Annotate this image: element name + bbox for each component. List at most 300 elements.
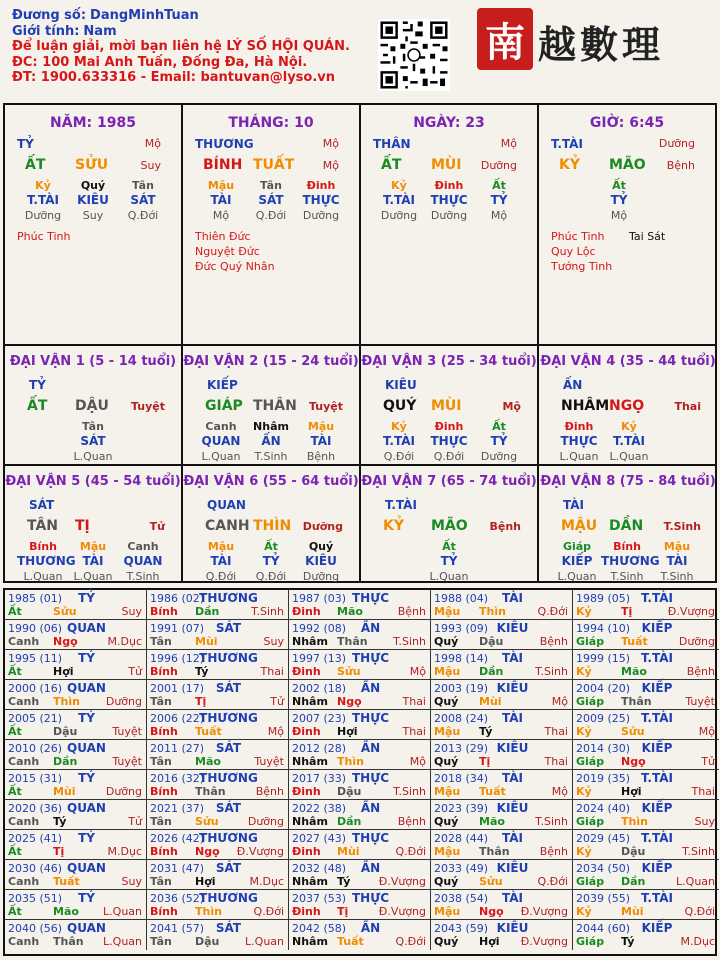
year-stage: Suy: [121, 875, 142, 888]
year-can: Kỷ: [576, 905, 592, 918]
hidden-god: TÀI: [210, 554, 232, 568]
hidden-stem: Tân: [260, 179, 282, 192]
hidden-god: QUAN: [123, 554, 163, 568]
dai-van-can: GIÁP: [205, 398, 243, 414]
year-stage: Tuyệt: [112, 725, 142, 738]
pillar-god: THÂN: [373, 137, 411, 151]
year-chi: Sửu: [53, 605, 77, 618]
year-stage: T.Sinh: [535, 815, 568, 828]
year-can: Tân: [150, 635, 172, 648]
year-god: THỰC: [351, 711, 390, 725]
year-cell[interactable]: [573, 860, 719, 890]
year-god: T.TÀI: [641, 771, 673, 785]
year-cell[interactable]: [5, 740, 147, 770]
year-chi: Dậu: [53, 725, 78, 738]
year-chi: Hợi: [479, 935, 500, 948]
pillar-can: BÍNH: [203, 157, 243, 173]
year-can: Kỷ: [576, 725, 592, 738]
hidden-god: TỶ: [610, 193, 628, 207]
hidden-god: TỶ: [490, 434, 508, 448]
year-god: KIÊU: [496, 921, 529, 935]
year-cell[interactable]: [289, 890, 431, 920]
year-stage: L.Quan: [103, 935, 142, 948]
hidden-stage: Mộ: [212, 209, 230, 222]
year-label: 2001 (17): [150, 682, 205, 695]
year-god: QUAN: [67, 741, 106, 755]
year-cell[interactable]: [431, 680, 573, 710]
year-god: QUAN: [67, 801, 106, 815]
year-stage: Mộ: [698, 725, 715, 738]
year-can: Nhâm: [292, 875, 328, 888]
year-stage: T.Sinh: [393, 635, 426, 648]
hidden-stage: L.Quan: [201, 450, 241, 463]
year-god: ẤN: [360, 681, 381, 695]
year-cell[interactable]: [573, 890, 719, 920]
year-can: Nhâm: [292, 755, 328, 768]
hidden-god: SÁT: [130, 193, 156, 207]
pillars-panel: [3, 103, 717, 583]
year-cell[interactable]: [431, 620, 573, 650]
gender-value: Nam: [83, 23, 117, 39]
phone-email-line: ĐT: 1900.633316 - Email: bantuvan@lyso.vn: [12, 70, 336, 85]
year-cell[interactable]: [431, 830, 573, 860]
year-can: Kỷ: [576, 665, 592, 678]
year-cell[interactable]: [5, 920, 147, 950]
year-god: TỶ: [78, 591, 95, 605]
year-cell[interactable]: [431, 590, 573, 620]
year-stage: Q.Đới: [395, 935, 426, 948]
hidden-stem: Ất: [492, 420, 506, 433]
hidden-god: TÀI: [82, 554, 104, 568]
year-cell[interactable]: [431, 710, 573, 740]
year-cell[interactable]: [431, 860, 573, 890]
year-cell[interactable]: [289, 920, 431, 950]
year-chi: Thìn: [337, 755, 364, 768]
hidden-stem: Đinh: [434, 420, 464, 433]
hidden-god: THỰC: [302, 193, 340, 207]
year-label: 1998 (14): [434, 652, 489, 665]
dai-van-title: ĐẠI VẬN 7 (65 - 74 tuổi): [361, 474, 537, 489]
year-label: 2021 (37): [150, 802, 205, 815]
year-can: Giáp: [576, 815, 605, 828]
year-god: ẤN: [360, 621, 381, 635]
year-cell[interactable]: [289, 740, 431, 770]
year-can: Ất: [8, 845, 22, 858]
year-chi: Thân: [621, 695, 652, 708]
year-cell[interactable]: [573, 680, 719, 710]
year-stage: Suy: [263, 635, 284, 648]
year-chi: Tị: [479, 755, 491, 768]
hidden-stage: Mộ: [490, 209, 508, 222]
year-chi: Tuất: [621, 635, 648, 648]
year-stage: L.Quan: [676, 875, 715, 888]
year-label: 1997 (13): [292, 652, 347, 665]
hidden-stage: Dưỡng: [302, 570, 340, 583]
year-chi: Tị: [195, 695, 207, 708]
year-god: TỶ: [78, 651, 95, 665]
year-label: 2036 (52): [150, 892, 205, 905]
dai-van-stage: Bệnh: [489, 520, 521, 533]
year-cell[interactable]: [431, 800, 573, 830]
year-label: 1996 (12): [150, 652, 205, 665]
year-stage: Mộ: [551, 785, 568, 798]
year-stage: Tử: [128, 815, 142, 828]
hidden-stem: Bính: [29, 540, 57, 553]
year-cell[interactable]: [289, 680, 431, 710]
year-cell[interactable]: [431, 770, 573, 800]
year-stage: Q.Đới: [684, 905, 715, 918]
dai-van-god: T.TÀI: [385, 498, 417, 512]
year-chi: Thìn: [53, 695, 80, 708]
dai-van-chi: DẬU: [75, 398, 109, 414]
year-label: 2020 (36): [8, 802, 63, 815]
hidden-stem: Kỷ: [621, 420, 637, 433]
year-stage: Bệnh: [539, 635, 568, 648]
year-can: Mậu: [434, 665, 461, 678]
dai-van-stage: Dưỡng: [302, 520, 343, 533]
hidden-god: THỰC: [430, 434, 468, 448]
year-cell[interactable]: [431, 650, 573, 680]
year-label: 2010 (26): [8, 742, 63, 755]
year-can: Quý: [434, 935, 459, 948]
year-cell[interactable]: [289, 620, 431, 650]
year-label: 1990 (06): [8, 622, 63, 635]
hidden-stage: T.Sinh: [610, 570, 644, 583]
year-god: TÀI: [501, 591, 523, 605]
year-cell[interactable]: [573, 800, 719, 830]
year-stage: Đ.Vượng: [520, 935, 568, 948]
year-label: 1994 (10): [576, 622, 631, 635]
year-cell[interactable]: [431, 740, 573, 770]
dai-van-cell: [539, 464, 717, 581]
year-chi: Dần: [195, 605, 220, 618]
dai-van-chi: THÂN: [253, 398, 297, 414]
year-can: Tân: [150, 875, 172, 888]
year-cell[interactable]: [147, 830, 289, 860]
hidden-stage: L.Quan: [73, 450, 113, 463]
hidden-stage: Suy: [82, 209, 104, 222]
hidden-stem: Ất: [612, 179, 626, 192]
year-label: 2007 (23): [292, 712, 347, 725]
year-label: 2000 (16): [8, 682, 63, 695]
dai-van-chi: MÙI: [431, 398, 462, 414]
year-can: Tân: [150, 755, 172, 768]
hidden-stage: Q.Đới: [255, 209, 287, 222]
hidden-stage: T.Sinh: [660, 570, 694, 583]
year-stage: Tuyệt: [112, 755, 142, 768]
year-god: SÁT: [215, 741, 242, 755]
year-label: 2026 (42): [150, 832, 205, 845]
year-cell[interactable]: [5, 770, 147, 800]
hidden-stem: Mậu: [79, 540, 107, 553]
year-can: Canh: [8, 755, 40, 768]
dai-van-can: ẤT: [27, 398, 48, 414]
year-chi: Dần: [337, 815, 362, 828]
year-stage: Thai: [402, 695, 426, 708]
year-label: 2027 (43): [292, 832, 347, 845]
year-cell[interactable]: [147, 620, 289, 650]
year-god: KIẾP: [641, 681, 673, 695]
year-cell[interactable]: [5, 590, 147, 620]
hidden-god: TÀI: [210, 193, 232, 207]
year-stage: L.Quan: [103, 905, 142, 918]
year-cell[interactable]: [5, 620, 147, 650]
hidden-stem: Canh: [127, 540, 159, 553]
year-god: T.TÀI: [641, 711, 673, 725]
hidden-stem: Giáp: [562, 540, 592, 553]
hidden-stage: Dưỡng: [480, 450, 518, 463]
logo-seal: 南: [477, 8, 533, 70]
year-stage: Dưỡng: [247, 815, 284, 828]
year-god: KIÊU: [496, 861, 529, 875]
year-chi: Sửu: [621, 725, 645, 738]
hidden-god: T.TÀI: [383, 434, 415, 448]
year-cell[interactable]: [289, 770, 431, 800]
year-can: Canh: [8, 935, 40, 948]
year-cell[interactable]: [5, 860, 147, 890]
year-cell[interactable]: [573, 590, 719, 620]
pillar-can: ẤT: [25, 157, 46, 173]
year-label: 1992 (08): [292, 622, 347, 635]
year-label: 1999 (15): [576, 652, 631, 665]
logo-text: 越數理: [538, 22, 665, 67]
year-stage: Thai: [544, 725, 568, 738]
pillar-chi: SỬU: [75, 157, 109, 173]
dai-van-stage: Tuyệt: [130, 400, 165, 413]
pillar-god: T.TÀI: [551, 137, 583, 151]
year-label: 2042 (58): [292, 922, 347, 935]
year-can: Mậu: [434, 845, 461, 858]
hidden-stem: Kỷ: [391, 179, 407, 192]
hidden-stem: Mậu: [307, 420, 335, 433]
year-cell[interactable]: [573, 920, 719, 950]
year-god: T.TÀI: [641, 591, 673, 605]
dai-van-stage: Tử: [149, 520, 165, 533]
year-cell[interactable]: [5, 890, 147, 920]
year-stage: Bệnh: [539, 845, 568, 858]
hidden-stem: Đinh: [564, 420, 594, 433]
year-chi: Ngọ: [195, 845, 220, 858]
hidden-stem: Canh: [205, 420, 237, 433]
hidden-god: QUAN: [201, 434, 241, 448]
year-cell[interactable]: [147, 920, 289, 950]
year-stage: Tuyệt: [254, 755, 284, 768]
year-cell[interactable]: [289, 830, 431, 860]
year-chi: Dần: [479, 665, 504, 678]
year-cell[interactable]: [147, 680, 289, 710]
dai-van-god: KIẾP: [207, 378, 238, 392]
hidden-stage: L.Quan: [23, 570, 63, 583]
year-stage: Đ.Vượng: [378, 875, 426, 888]
year-chi: Tuất: [195, 725, 222, 738]
year-chi: Thân: [337, 635, 368, 648]
year-label: 2029 (45): [576, 832, 631, 845]
year-god: QUAN: [67, 621, 106, 635]
year-god: TÀI: [501, 651, 523, 665]
owner-name: DangMinhTuan: [90, 8, 199, 23]
year-cell[interactable]: [147, 770, 289, 800]
year-chi: Mùi: [337, 845, 360, 858]
hidden-god: T.TÀI: [613, 434, 645, 448]
pillar-column: [539, 105, 717, 344]
year-god: QUAN: [67, 861, 106, 875]
dai-van-stage: T.Sinh: [663, 520, 701, 533]
year-god: KIÊU: [496, 801, 529, 815]
dai-van-stage: Thai: [674, 400, 701, 413]
year-cell[interactable]: [147, 590, 289, 620]
pillar-title: GIỜ: 6:45: [589, 115, 665, 131]
year-chi: Mão: [337, 605, 363, 618]
dai-van-chi: NGỌ: [609, 398, 645, 414]
year-can: Canh: [8, 635, 40, 648]
year-stage: Đ.Vượng: [667, 605, 715, 618]
year-chi: Ngọ: [337, 695, 362, 708]
year-cell[interactable]: [147, 800, 289, 830]
year-cell[interactable]: [431, 890, 573, 920]
hidden-stage: Q.Đới: [205, 570, 237, 583]
hidden-stem: Mậu: [663, 540, 691, 553]
year-can: Bính: [150, 605, 178, 618]
year-can: Bính: [150, 785, 178, 798]
dai-van-god: SÁT: [29, 498, 55, 512]
dai-van-chi: TỊ: [75, 518, 90, 534]
year-god: THƯƠNG: [199, 831, 258, 845]
pillar-title: NĂM: 1985: [50, 115, 136, 131]
year-cell[interactable]: [147, 860, 289, 890]
year-label: 1987 (03): [292, 592, 347, 605]
year-god: TÀI: [501, 771, 523, 785]
hidden-stage: Dưỡng: [24, 209, 62, 222]
year-cell[interactable]: [147, 890, 289, 920]
year-cell[interactable]: [5, 710, 147, 740]
hidden-god: T.TÀI: [383, 193, 415, 207]
year-stage: Q.Đới: [253, 905, 284, 918]
year-chi: Tuất: [479, 785, 506, 798]
dai-van-title: ĐẠI VẬN 2 (15 - 24 tuổi): [183, 354, 359, 369]
year-stage: M.Dục: [249, 875, 284, 888]
year-label: 2035 (51): [8, 892, 63, 905]
year-can: Giáp: [576, 875, 605, 888]
year-cell[interactable]: [573, 740, 719, 770]
year-label: 2023 (39): [434, 802, 489, 815]
year-chi: Tị: [621, 605, 633, 618]
dai-van-can: TÂN: [27, 518, 59, 534]
year-chi: Hợi: [53, 665, 74, 678]
year-cell[interactable]: [573, 620, 719, 650]
year-god: SÁT: [215, 621, 242, 635]
year-stage: T.Sinh: [393, 785, 426, 798]
year-stage: M.Dục: [107, 845, 142, 858]
hidden-stem: Ất: [492, 179, 506, 192]
year-cell[interactable]: [289, 650, 431, 680]
year-chi: Sửu: [479, 875, 503, 888]
year-cell[interactable]: [573, 650, 719, 680]
year-god: T.TÀI: [641, 891, 673, 905]
hidden-stem: Tân: [132, 179, 154, 192]
year-can: Quý: [434, 635, 459, 648]
year-cell[interactable]: [289, 800, 431, 830]
year-label: 2033 (49): [434, 862, 489, 875]
year-can: Bính: [150, 845, 178, 858]
year-label: 2013 (29): [434, 742, 489, 755]
dai-van-god: TỶ: [29, 378, 46, 392]
year-god: SÁT: [215, 801, 242, 815]
year-cell[interactable]: [573, 830, 719, 860]
year-cell[interactable]: [5, 680, 147, 710]
address-line: ĐC: 100 Mai Anh Tuấn, Đống Đa, Hà Nội.: [12, 54, 308, 70]
shen-sha: Tai Sát: [629, 230, 666, 243]
year-cell[interactable]: [573, 770, 719, 800]
year-chi: Sửu: [337, 665, 361, 678]
year-god: KIÊU: [496, 681, 529, 695]
year-cell[interactable]: [147, 710, 289, 740]
year-stage: Q.Đới: [395, 845, 426, 858]
year-label: 2011 (27): [150, 742, 205, 755]
year-stage: Tuyệt: [685, 695, 715, 708]
year-stage: Suy: [121, 605, 142, 618]
year-chi: Dậu: [621, 845, 646, 858]
shen-sha: Nguyệt Đức: [195, 245, 260, 258]
year-label: 1991 (07): [150, 622, 205, 635]
pillar-column: [361, 105, 539, 344]
year-chi: Thân: [479, 845, 510, 858]
dai-van-title: ĐẠI VẬN 8 (75 - 84 tuổi): [540, 474, 716, 489]
hidden-god: SÁT: [258, 193, 284, 207]
year-cell[interactable]: [5, 830, 147, 860]
pillar-stage: Dưỡng: [480, 159, 517, 172]
year-cell[interactable]: [431, 920, 573, 950]
year-can: Mậu: [434, 605, 461, 618]
year-label: 1988 (04): [434, 592, 489, 605]
hidden-stem: Kỷ: [35, 179, 51, 192]
hidden-god: T.TÀI: [27, 193, 59, 207]
year-god: T.TÀI: [641, 831, 673, 845]
year-stage: Dưỡng: [105, 695, 142, 708]
pillar-chi: MÃO: [609, 157, 646, 173]
dai-van-title: ĐẠI VẬN 4 (35 - 44 tuổi): [540, 354, 716, 369]
qr-code[interactable]: [378, 19, 450, 91]
year-stage: Bệnh: [255, 785, 284, 798]
year-chi: Mão: [195, 755, 221, 768]
year-cell[interactable]: [289, 710, 431, 740]
year-chi: Dậu: [337, 785, 362, 798]
pillar-stage: Mộ: [322, 159, 339, 172]
year-cell[interactable]: [289, 590, 431, 620]
hidden-god: TỶ: [440, 554, 458, 568]
dai-van-title: ĐẠI VẬN 6 (55 - 64 tuổi): [183, 474, 359, 489]
year-stage: T.Sinh: [251, 605, 284, 618]
year-can: Nhâm: [292, 935, 328, 948]
year-stage: Tử: [701, 755, 715, 768]
dai-van-title: ĐẠI VẬN 3 (25 - 34 tuổi): [361, 354, 537, 369]
year-god: KIẾP: [641, 921, 673, 935]
year-stage: M.Dục: [107, 635, 142, 648]
year-god: THỰC: [351, 831, 390, 845]
dai-van-chi: DẦN: [609, 518, 644, 534]
year-cell[interactable]: [573, 710, 719, 740]
year-cell[interactable]: [5, 650, 147, 680]
year-cell[interactable]: [5, 800, 147, 830]
year-stage: Đ.Vượng: [236, 845, 284, 858]
hidden-stage: L.Quan: [429, 570, 469, 583]
year-stage: T.Sinh: [682, 845, 715, 858]
hidden-stage: Dưỡng: [430, 209, 468, 222]
year-label: 2025 (41): [8, 832, 63, 845]
year-chi: Tý: [195, 665, 209, 678]
year-cell[interactable]: [289, 860, 431, 890]
year-cell[interactable]: [147, 650, 289, 680]
year-cell[interactable]: [147, 740, 289, 770]
